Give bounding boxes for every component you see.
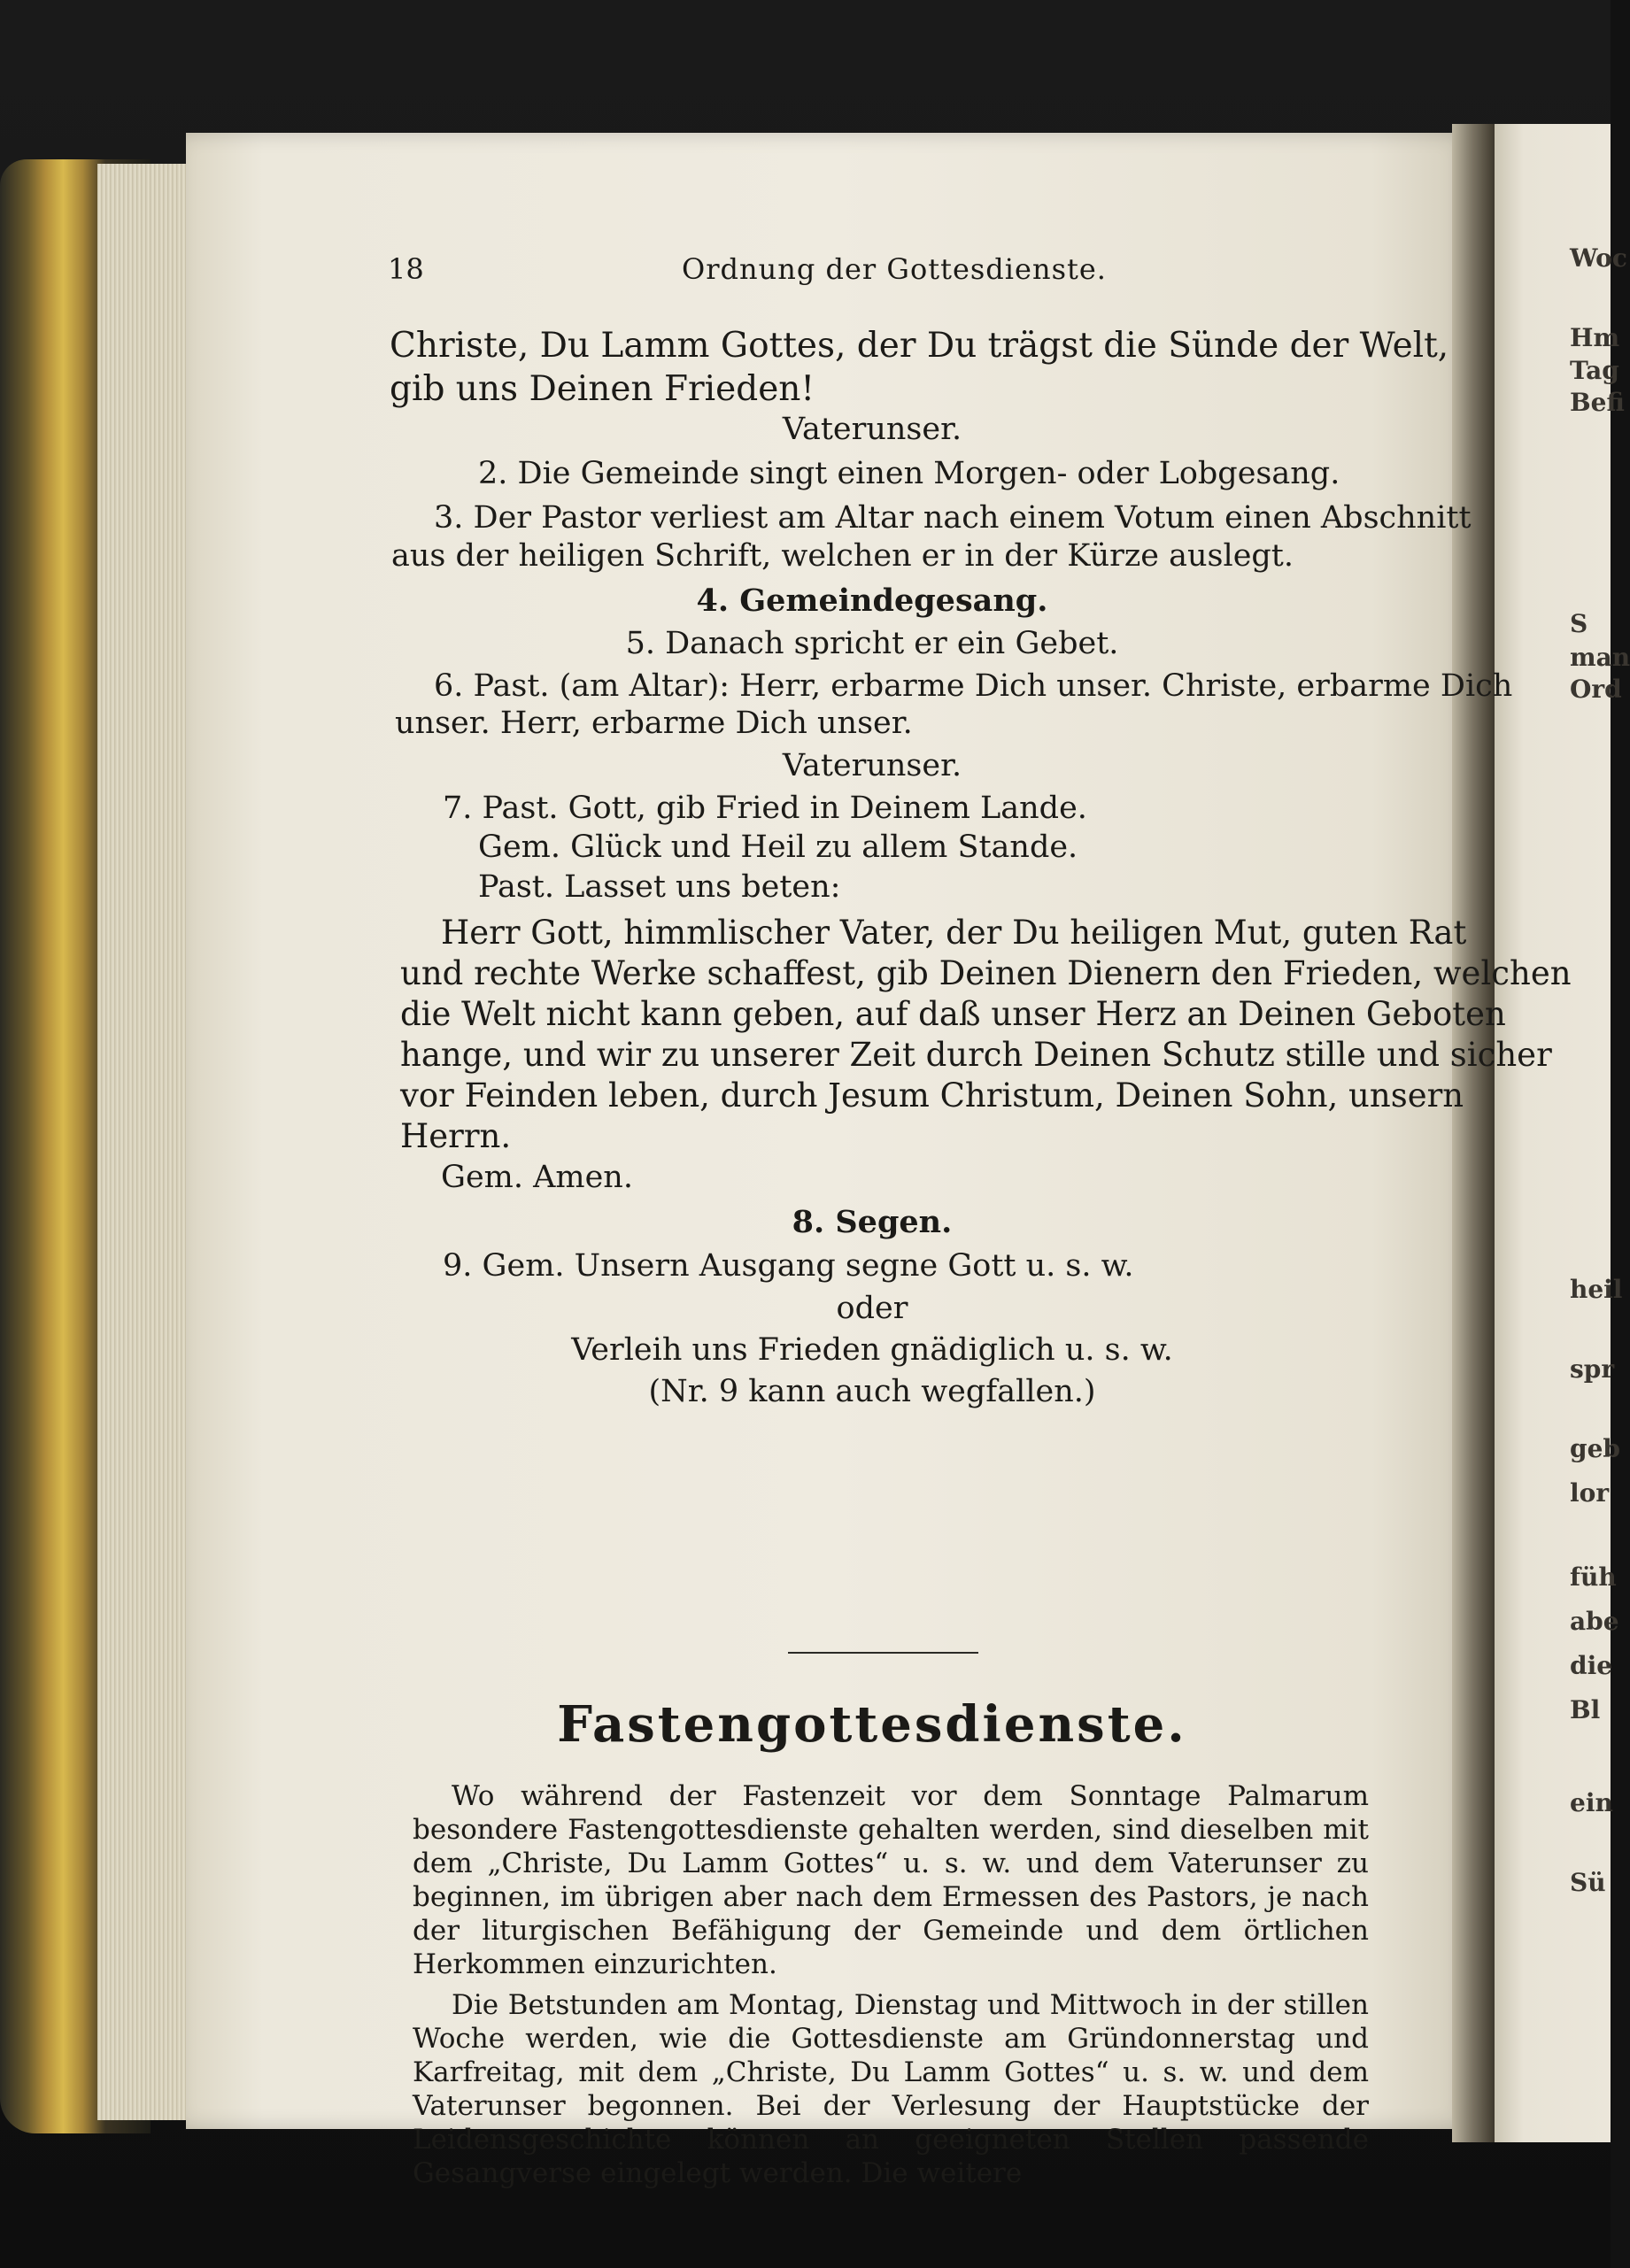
text-line: gib uns Deinen Frieden!	[390, 369, 815, 409]
text-line: (Nr. 9 kann auch wegfallen.)	[648, 1374, 1096, 1409]
facing-text: Sü	[1570, 1868, 1606, 1897]
text-line: 4. Gemeindegesang.	[696, 582, 1048, 619]
text-line: Herr Gott, himmlischer Vater, der Du heiligen Mut, guten Rat	[441, 914, 1467, 952]
text-line: Vaterunser.	[782, 748, 962, 783]
text-line: Christe, Du Lamm Gottes, der Du trägst die Sünde der Welt,	[390, 326, 1449, 366]
text-line: 8. Segen.	[792, 1204, 953, 1240]
facing-text: spr	[1570, 1354, 1615, 1384]
text-line: Herrn.	[400, 1117, 512, 1155]
text-line: 5. Danach spricht er ein Gebet.	[625, 626, 1119, 661]
text-line: vor Feinden leben, durch Jesum Christum, Deinen Sohn, unsern	[400, 1076, 1464, 1115]
text-line: 7. Past. Gott, gib Fried in Deinem Lande.	[443, 791, 1087, 826]
text-line: Verleih uns Frieden gnädiglich u. s. w.	[571, 1332, 1173, 1368]
book-gutter	[1452, 124, 1496, 2142]
section-divider	[788, 1652, 978, 1654]
text-line: 3. Der Pastor verliest am Altar nach einem Votum einen Abschnitt	[434, 500, 1472, 536]
text-line: Past. Lasset uns beten:	[478, 869, 841, 905]
facing-text: füh	[1570, 1562, 1617, 1592]
facing-text: S	[1570, 609, 1588, 638]
paragraph: Die Betstunden am Montag, Dienstag und Mittwoch in der stillen Woche werden, wie die Gottesdienste am Gründonnerstag und Karfreitag, mit dem „Christe, Du Lamm Gottes“ u. s. w. und dem Vaterunser begonnen. Bei der Verlesung der Hauptstücke der Leidensgeschichte können an geeigneten Stellen passende Gesangverse eingelegt werden. Die weitere	[413, 1989, 1369, 2189]
paragraph: Wo während der Fastenzeit vor dem Sonntage Palmarum besondere Fastengottesdienste gehalten werden, sind dieselben mit dem „Christe, Du Lamm Gottes“ u. s. w. und dem Vaterunser zu beginnen, im übrigen aber nach dem Ermessen des Pastors, je nach der liturgischen Befähigung der Gemeinde und dem örtlichen Herkommen einzurichten.	[413, 1780, 1369, 1980]
text-line: und rechte Werke schaffest, gib Deinen Dienern den Frieden, welchen	[400, 954, 1572, 992]
facing-text: Ord	[1570, 675, 1622, 704]
page-header	[381, 252, 1363, 288]
facing-text: heil	[1570, 1275, 1623, 1304]
page-number: 18	[388, 252, 424, 286]
text-line: Gem. Glück und Heil zu allem Stande.	[478, 829, 1078, 865]
text-line: Vaterunser.	[782, 412, 962, 447]
section-heading: Fastengottesdienste.	[557, 1695, 1187, 1754]
facing-text: Bl	[1570, 1695, 1601, 1724]
text-line: 9. Gem. Unsern Ausgang segne Gott u. s. w.	[443, 1248, 1134, 1284]
text-line: die Welt nicht kann geben, auf daß unser Herz an Deinen Geboten	[400, 995, 1506, 1033]
text-line: oder	[836, 1291, 908, 1326]
facing-text: ein	[1570, 1788, 1613, 1817]
facing-text: Tag	[1570, 356, 1619, 385]
facing-text: man	[1570, 643, 1630, 672]
facing-text: abe	[1570, 1607, 1619, 1636]
facing-text: Woc	[1570, 243, 1627, 273]
text-line: aus der heiligen Schrift, welchen er in der Kürze auslegt.	[391, 538, 1294, 574]
text-line: 6. Past. (am Altar): Herr, erbarme Dich unser. Christe, erbarme Dich	[434, 668, 1513, 704]
facing-text: Hm	[1570, 323, 1620, 352]
running-title: Ordnung der Gottesdienste.	[682, 252, 1107, 286]
text-line: 2. Die Gemeinde singt einen Morgen- oder Lobgesang.	[478, 456, 1340, 491]
facing-text: lor	[1570, 1478, 1610, 1508]
text-line: hange, und wir zu unserer Zeit durch Deinen Schutz stille und sicher	[400, 1036, 1552, 1074]
page-stack	[97, 164, 195, 2120]
facing-text: geb	[1570, 1434, 1620, 1463]
text-line: Gem. Amen.	[441, 1160, 633, 1195]
facing-text: Befi	[1570, 388, 1625, 417]
facing-page-fragment	[1495, 124, 1630, 2142]
facing-text: die	[1570, 1651, 1613, 1680]
text-line: unser. Herr, erbarme Dich unser.	[395, 706, 913, 741]
section-body	[413, 1779, 1369, 2190]
